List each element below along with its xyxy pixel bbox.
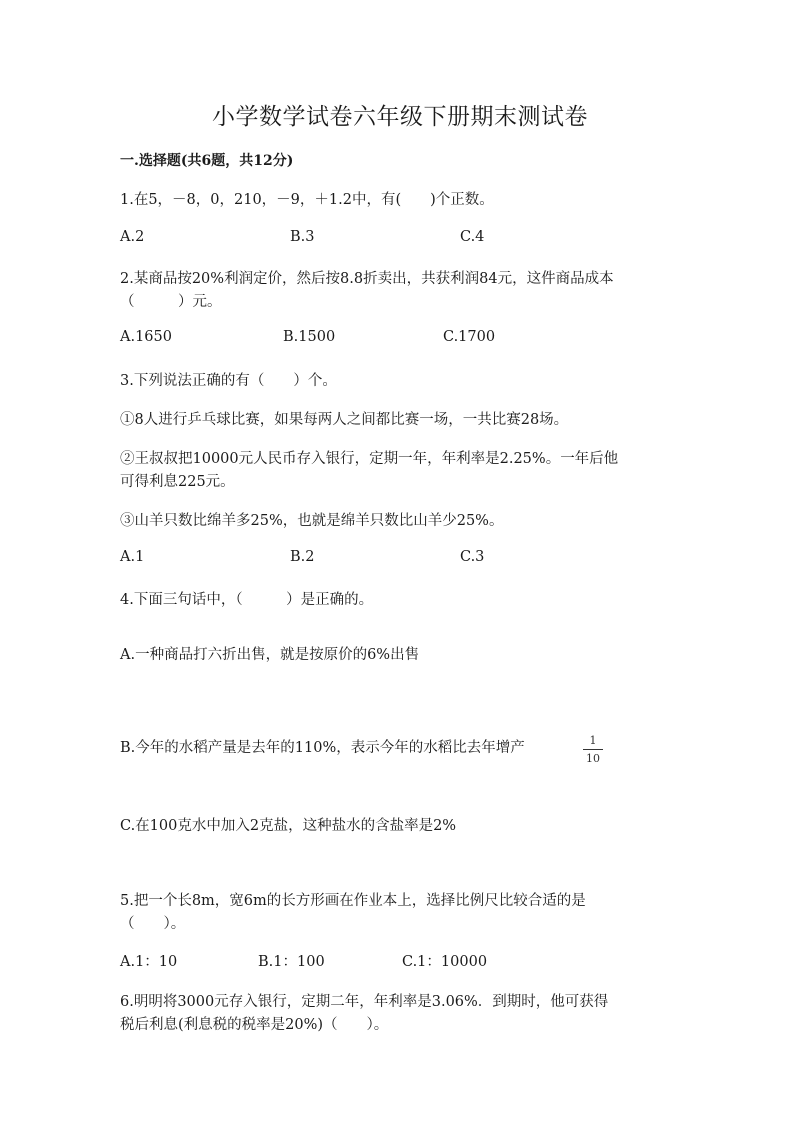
question-3-statement-2: ②王叔叔把10000元人民币存入银行，定期一年，年利率是2.25%。一年后他 bbox=[120, 451, 619, 467]
question-4-option-b[interactable]: B.今年的水稻产量是去年的110%，表示今年的水稻比去年增产 bbox=[120, 740, 525, 756]
fraction-one-tenth bbox=[582, 735, 604, 765]
question-3-stem: 3.下列说法正确的有（ ）个。 bbox=[120, 373, 337, 389]
question-5-stem-continued: （ ）。 bbox=[120, 916, 186, 932]
question-3-option-c[interactable]: C.3 bbox=[460, 549, 485, 565]
question-3-statement-3: ③山羊只数比绵羊多25%，也就是绵羊只数比山羊少25%。 bbox=[120, 513, 504, 529]
question-3-statement-1: ①8人进行乒乓球比赛，如果每两人之间都比赛一场，一共比赛28场。 bbox=[120, 412, 569, 428]
question-1-option-a[interactable]: A.2 bbox=[120, 229, 145, 245]
question-5-option-a[interactable]: A.1：10 bbox=[120, 954, 178, 970]
question-2-option-c[interactable]: C.1700 bbox=[443, 329, 496, 345]
question-2-option-b[interactable]: B.1500 bbox=[283, 329, 336, 345]
question-4-option-a[interactable]: A.一种商品打六折出售，就是按原价的6%出售 bbox=[120, 647, 420, 663]
question-6-stem-continued: 税后利息(利息税的税率是20%)（ ）。 bbox=[120, 1017, 389, 1033]
fraction-bar bbox=[583, 749, 603, 750]
question-3-statement-2-continued: 可得利息225元。 bbox=[120, 474, 235, 490]
question-1-stem: 1.在5，－8，0，210，－9，＋1.2中，有( )个正数。 bbox=[120, 192, 494, 208]
question-2-option-a[interactable]: A.1650 bbox=[120, 329, 172, 345]
question-2-stem-continued: （ ）元。 bbox=[120, 294, 222, 310]
page-title: 小学数学试卷六年级下册期末测试卷 bbox=[212, 104, 588, 130]
question-3-option-a[interactable]: A.1 bbox=[120, 549, 145, 565]
question-2-stem: 2.某商品按20%利润定价，然后按8.8折卖出，共获利润84元，这件商品成本 bbox=[120, 271, 614, 287]
fraction-numerator: 1 bbox=[589, 734, 597, 747]
question-1-option-b[interactable]: B.3 bbox=[290, 229, 315, 245]
question-5-stem: 5.把一个长8m，宽6m的长方形画在作业本上，选择比例尺比较合适的是 bbox=[120, 893, 586, 909]
question-4-option-c[interactable]: C.在100克水中加入2克盐，这种盐水的含盐率是2% bbox=[120, 818, 457, 834]
question-6-stem: 6.明明将3000元存入银行，定期二年，年利率是3.06%．到期时，他可获得 bbox=[120, 994, 609, 1010]
question-4-stem: 4.下面三句话中，（ ）是正确的。 bbox=[120, 592, 374, 608]
question-5-option-b[interactable]: B.1：100 bbox=[258, 954, 325, 970]
question-5-option-c[interactable]: C.1：10000 bbox=[402, 954, 488, 970]
question-3-option-b[interactable]: B.2 bbox=[290, 549, 315, 565]
section-heading: 一.选择题(共6题，共12分) bbox=[120, 153, 294, 169]
fraction-denominator: 10 bbox=[586, 752, 600, 765]
question-1-option-c[interactable]: C.4 bbox=[460, 229, 485, 245]
